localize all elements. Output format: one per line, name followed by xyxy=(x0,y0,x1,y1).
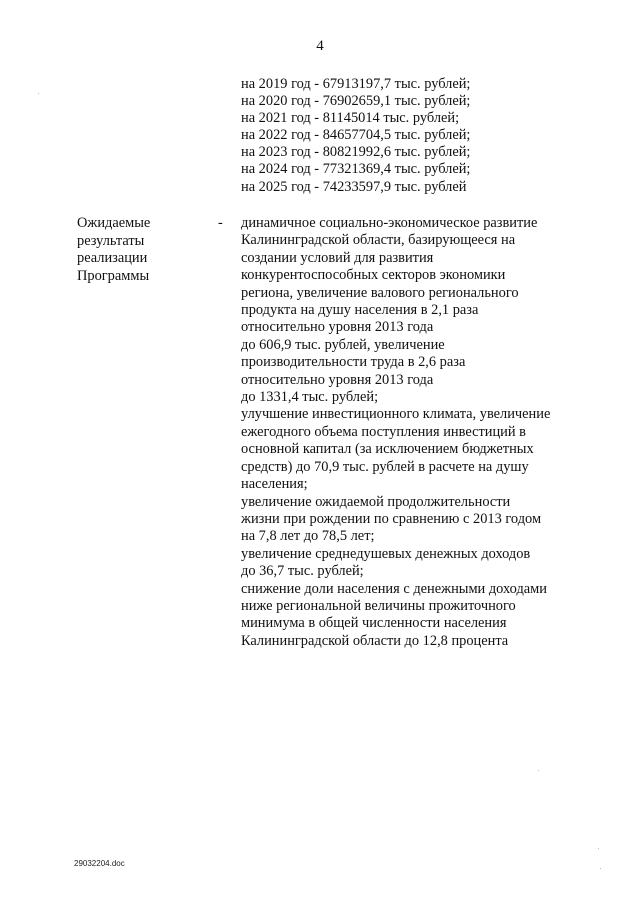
funding-line: на 2021 год - 81145014 тыс. рублей; xyxy=(241,110,460,127)
result-line: Калининградской области, базирующееся на xyxy=(241,232,516,249)
footer-filename: 29032204.doc xyxy=(74,859,125,868)
result-line: снижение доли населения с денежными доходами xyxy=(241,580,547,597)
result-line: до 606,9 тыс. рублей, увеличение xyxy=(241,336,445,353)
funding-line: на 2019 год - 67913197,7 тыс. рублей; xyxy=(241,76,471,92)
result-line: населения; xyxy=(241,476,308,493)
result-line: конкурентоспособных секторов экономики xyxy=(241,267,506,284)
funding-line: на 2020 год - 76902659,1 тыс. рублей; xyxy=(241,93,471,110)
result-line: продукта на душу населения в 2,1 раза xyxy=(241,302,479,319)
result-line: увеличение среднедушевых денежных доходов xyxy=(241,545,531,562)
section-dash: - xyxy=(218,215,223,231)
scan-speck xyxy=(598,848,599,849)
scan-speck xyxy=(38,93,39,94)
scan-speck xyxy=(538,770,539,771)
result-line: производительности труда в 2,6 раза xyxy=(241,354,466,371)
result-line: региона, увеличение валового регионального xyxy=(241,284,519,301)
result-line: увеличение ожидаемой продолжительности xyxy=(241,493,511,510)
result-line: минимума в общей численности населения xyxy=(241,615,507,632)
result-line: Калининградской области до 12,8 процента xyxy=(241,632,509,649)
funding-line: на 2022 год - 84657704,5 тыс. рублей; xyxy=(241,127,471,144)
result-line: ежегодного объема поступления инвестиций в xyxy=(241,423,526,440)
funding-list xyxy=(241,76,470,196)
section-label-line: Ожидаемые xyxy=(77,215,151,231)
result-line: относительно уровня 2013 года xyxy=(241,319,434,336)
funding-line: на 2023 год - 80821992,6 тыс. рублей; xyxy=(241,144,471,161)
result-line: средств) до 70,9 тыс. рублей в расчете на душу xyxy=(241,458,529,475)
section-label-line: реализации xyxy=(77,250,148,267)
result-line: до 36,7 тыс. рублей; xyxy=(241,563,364,580)
section-label-line: результаты xyxy=(77,232,145,249)
result-line: создании условий для развития xyxy=(241,249,434,266)
result-line: на 7,8 лет до 78,5 лет; xyxy=(241,528,375,545)
section-label xyxy=(77,215,150,285)
result-line: относительно уровня 2013 года xyxy=(241,371,434,388)
section-label-line: Программы xyxy=(77,267,150,284)
scan-speck xyxy=(600,868,601,869)
expected-results-text xyxy=(241,215,550,650)
result-line: жизни при рождении по сравнению с 2013 годом xyxy=(241,510,542,527)
page-number: 4 xyxy=(316,38,324,54)
result-line: динамичное социально-экономическое развитие xyxy=(241,215,538,231)
result-line: ниже региональной величины прожиточного xyxy=(241,597,516,614)
result-line: улучшение инвестиционного климата, увеличение xyxy=(241,406,551,423)
funding-line: на 2025 год - 74233597,9 тыс. рублей xyxy=(241,178,467,195)
funding-line: на 2024 год - 77321369,4 тыс. рублей; xyxy=(241,161,471,178)
result-line: основной капитал (за исключением бюджетных xyxy=(241,441,534,458)
result-line: до 1331,4 тыс. рублей; xyxy=(241,389,379,406)
